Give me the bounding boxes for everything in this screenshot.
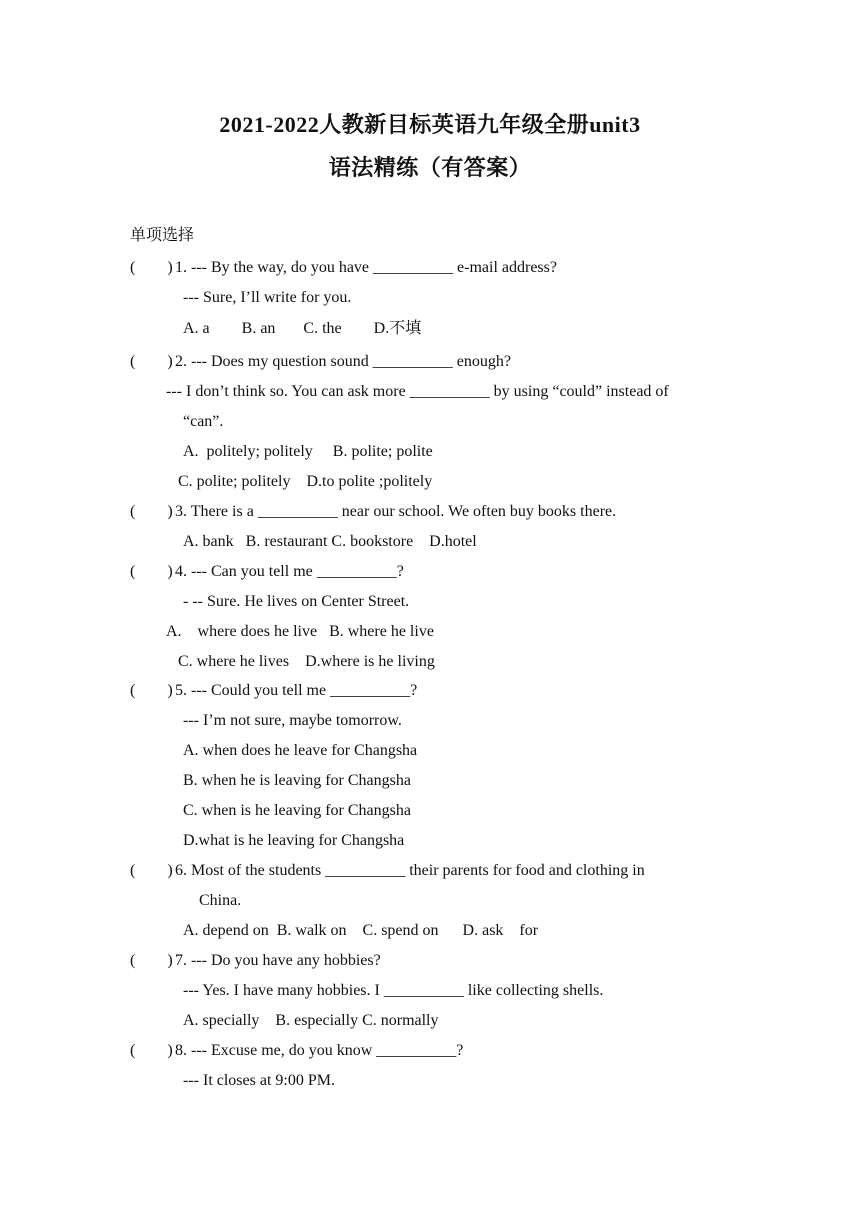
question-stem: 1. --- By the way, do you have __________ e-mail address?	[175, 259, 557, 276]
answer-options: A. where does he live B. where he live	[166, 623, 434, 640]
answer-option: A. when does he leave for Changsha	[183, 742, 418, 759]
question-stem: 2. --- Does my question sound __________ enough?	[175, 353, 511, 370]
question-stem: 3. There is a __________ near our school. We often buy books there.	[175, 503, 617, 520]
question-stem: 4. --- Can you tell me __________?	[175, 563, 404, 580]
answer-options: C. where he lives D.where is he living	[178, 653, 435, 670]
answer-blank: ( )	[130, 1042, 173, 1059]
question-line: --- I’m not sure, maybe tomorrow.	[183, 712, 402, 729]
answer-blank: ( )	[130, 952, 173, 969]
question-line: --- It closes at 9:00 PM.	[183, 1072, 335, 1089]
question-stem: 5. --- Could you tell me __________?	[175, 682, 418, 699]
answer-blank: ( )	[130, 503, 173, 520]
answer-options: C. polite; politely D.to polite ;politely	[178, 473, 433, 490]
answer-blank: ( )	[130, 259, 173, 276]
section-heading: 单项选择	[130, 227, 195, 244]
answer-option: D.what is he leaving for Changsha	[183, 832, 405, 849]
question-stem: 6. Most of the students __________ their parents for food and clothing in	[175, 862, 645, 879]
answer-options: A. politely; politely B. polite; polite	[183, 443, 433, 460]
answer-blank: ( )	[130, 682, 173, 699]
document-title-line2: 语法精练（有答案）	[328, 155, 532, 180]
question-line: - -- Sure. He lives on Center Street.	[183, 593, 410, 610]
answer-options: A. specially B. especially C. normally	[183, 1012, 439, 1029]
document-title-line1: 2021-2022人教新目标英语九年级全册unit3	[219, 112, 641, 137]
question-line: --- I don’t think so. You can ask more __________ by using “could” instead of	[166, 383, 669, 400]
answer-blank: ( )	[130, 862, 173, 879]
answer-blank: ( )	[130, 563, 173, 580]
answer-option: C. when is he leaving for Changsha	[183, 802, 411, 819]
question-stem: 7. --- Do you have any hobbies?	[175, 952, 381, 969]
answer-option: B. when he is leaving for Changsha	[183, 772, 411, 789]
question-stem: 8. --- Excuse me, do you know __________?	[175, 1042, 464, 1059]
question-line: “can”.	[183, 413, 224, 430]
question-line: --- Sure, I’ll write for you.	[183, 289, 352, 306]
answer-options: A. a B. an C. the D.不填	[183, 320, 422, 337]
question-line: China.	[199, 892, 242, 909]
question-line: --- Yes. I have many hobbies. I __________ like collecting shells.	[183, 982, 604, 999]
answer-options: A. depend on B. walk on C. spend on D. ask for	[183, 922, 539, 939]
answer-blank: ( )	[130, 353, 173, 370]
answer-options: A. bank B. restaurant C. bookstore D.hotel	[183, 533, 477, 550]
